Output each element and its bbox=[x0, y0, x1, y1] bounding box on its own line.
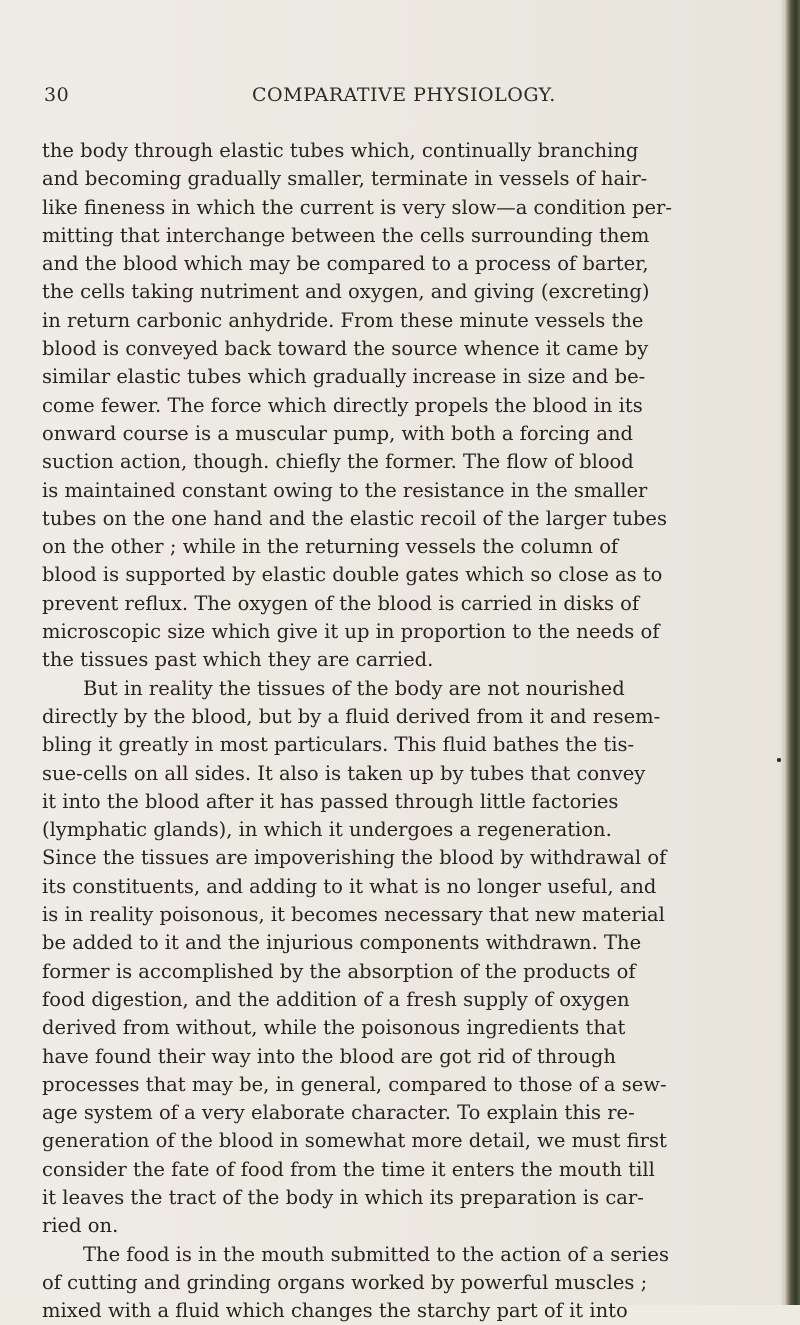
book-edge bbox=[786, 0, 800, 1305]
text-line: (lymphatic glands), in which it undergoes a regeneration. bbox=[42, 818, 612, 842]
text-line: of cutting and grinding organs worked by powerful muscles ; bbox=[42, 1270, 648, 1294]
text-line: on the other ; while in the returning vessels the column of bbox=[42, 535, 619, 559]
text-line: tubes on the one hand and the elastic recoil of the larger tubes bbox=[42, 506, 667, 530]
text-line: processes that may be, in general, compared to those of a sew- bbox=[42, 1072, 667, 1096]
text-line: onward course is a muscular pump, with both a forcing and bbox=[42, 421, 634, 445]
text-line: mixed with a fluid which changes the starchy part of it into bbox=[42, 1299, 628, 1323]
text-line: is in reality poisonous, it becomes necessary that new material bbox=[42, 903, 665, 927]
text-line: come fewer. The force which directly propels the blood in its bbox=[42, 393, 643, 417]
text-line: be added to it and the injurious components withdrawn. The bbox=[42, 931, 642, 955]
text-line: it into the blood after it has passed through little factories bbox=[42, 789, 619, 813]
text-line: consider the fate of food from the time it enters the mouth till bbox=[42, 1157, 655, 1181]
text-line: is maintained constant owing to the resistance in the smaller bbox=[42, 478, 648, 502]
paragraph-start-line: The food is in the mouth submitted to the action of a series bbox=[83, 1242, 669, 1266]
text-line: directly by the blood, but by a fluid derived from it and resem- bbox=[42, 704, 661, 728]
text-line: in return carbonic anhydride. From these minute vessels the bbox=[42, 308, 644, 332]
text-line: generation of the blood in somewhat more detail, we must first bbox=[42, 1129, 667, 1153]
text-line: microscopic size which give it up in proportion to the needs of bbox=[42, 620, 660, 644]
paragraph-start-line: But in reality the tissues of the body are not nourished bbox=[83, 676, 625, 700]
text-line: suction action, though. chiefly the former. The flow of blood bbox=[42, 450, 634, 474]
text-line: blood is conveyed back toward the source whence it came by bbox=[42, 337, 649, 361]
body-text bbox=[42, 137, 787, 1325]
text-line: the cells taking nutriment and oxygen, and giving (excreting) bbox=[42, 280, 650, 304]
text-line: prevent reflux. The oxygen of the blood is carried in disks of bbox=[42, 591, 640, 615]
text-line: derived from without, while the poisonous ingredients that bbox=[42, 1016, 626, 1040]
text-line: it leaves the tract of the body in which its preparation is car- bbox=[42, 1185, 644, 1209]
running-head bbox=[44, 84, 574, 114]
text-line: have found their way into the blood are got rid of through bbox=[42, 1044, 616, 1068]
text-line: like fineness in which the current is very slow—a condition per- bbox=[42, 195, 672, 219]
text-line: ried on. bbox=[42, 1214, 119, 1238]
text-line: mitting that interchange between the cells surrounding them bbox=[42, 223, 650, 247]
page-number: 30 bbox=[44, 84, 70, 106]
text-line: sue-cells on all sides. It also is taken up by tubes that convey bbox=[42, 761, 646, 785]
text-line: food digestion, and the addition of a fresh supply of oxygen bbox=[42, 987, 630, 1011]
text-line: its constituents, and adding to it what is no longer useful, and bbox=[42, 874, 657, 898]
text-line: bling it greatly in most particulars. This fluid bathes the tis- bbox=[42, 733, 635, 757]
text-line: blood is supported by elastic double gates which so close as to bbox=[42, 563, 663, 587]
running-head-title: COMPARATIVE PHYSIOLOGY. bbox=[252, 84, 556, 106]
text-line: similar elastic tubes which gradually increase in size and be- bbox=[42, 365, 646, 389]
text-line: the tissues past which they are carried. bbox=[42, 648, 434, 672]
text-line: the body through elastic tubes which, continually branching bbox=[42, 139, 639, 162]
text-line: Since the tissues are impoverishing the blood by withdrawal of bbox=[42, 846, 667, 870]
text-line: age system of a very elaborate character. To explain this re- bbox=[42, 1101, 635, 1125]
text-line: and becoming gradually smaller, terminate in vessels of hair- bbox=[42, 167, 648, 191]
text-line: and the blood which may be compared to a process of barter, bbox=[42, 252, 649, 276]
text-line: former is accomplished by the absorption of the products of bbox=[42, 959, 636, 983]
